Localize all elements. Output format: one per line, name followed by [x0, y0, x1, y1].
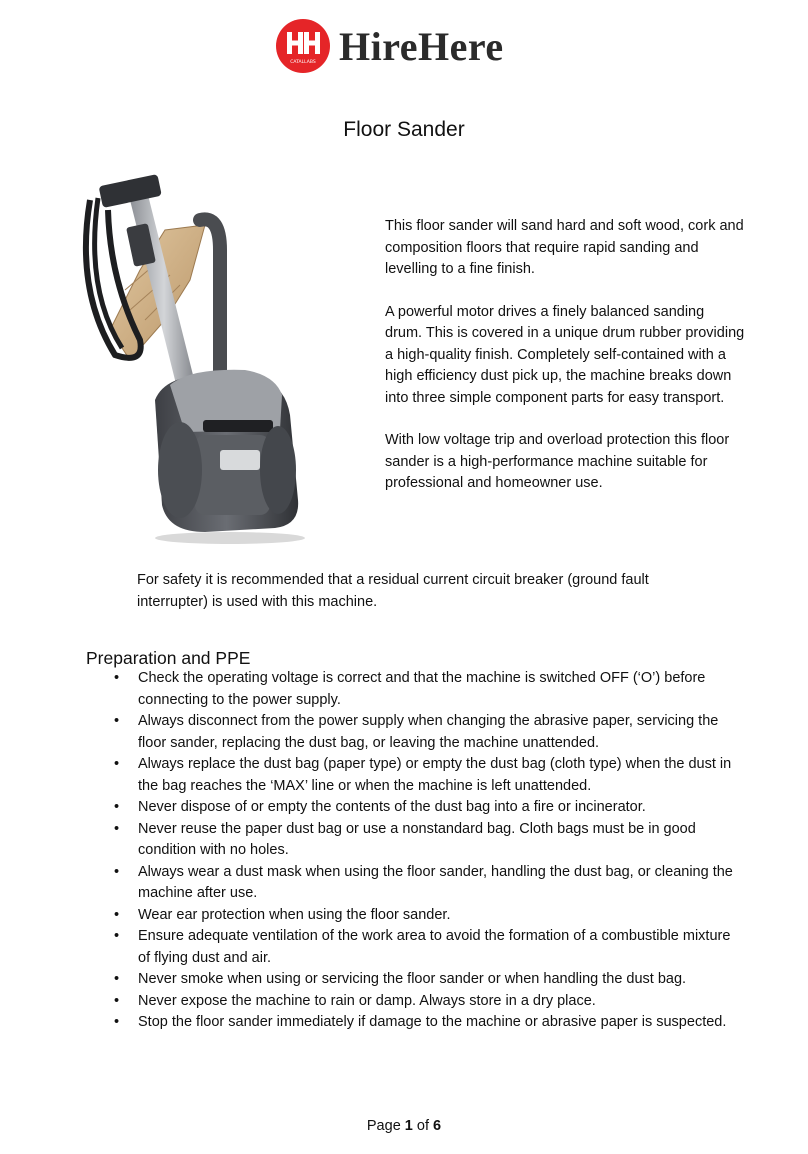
- safety-note: For safety it is recommended that a residual current circuit breaker (ground fault interrupter) is used with this machine.: [137, 572, 649, 610]
- floor-sander-image: [70, 170, 320, 550]
- intro-paragraph: A powerful motor drives a finely balanced sanding drum. This is covered in a unique drum rubber providing a high-quality finish. Completely self-contained with a high efficiency dust pick up, the machine breaks down into three simple component parts for easy transport.: [385, 303, 745, 406]
- bullet-icon: •: [114, 928, 120, 944]
- page-total: 6: [433, 1118, 442, 1134]
- list-item: • Check the operating voltage is correct and that the machine is switched OFF (‘O’) before connecting to the power supply.: [114, 670, 706, 708]
- bullet-icon: •: [114, 1014, 120, 1030]
- bullet-icon: •: [114, 992, 120, 1009]
- page-number: [0, 1118, 808, 1134]
- intro-paragraph: This floor sander will sand hard and soft wood, cork and composition floors that require rapid sanding and levelling to a fine finish.: [385, 218, 744, 277]
- bullet-icon: •: [114, 670, 120, 686]
- list-item: • Never dispose of or empty the contents of the dust bag into a fire or incinerator.: [110, 797, 742, 819]
- bullet-icon: •: [114, 971, 120, 987]
- page-prefix: Page: [366, 1118, 401, 1134]
- bullet-icon: •: [114, 713, 120, 729]
- hirehere-logo-icon: [275, 18, 331, 74]
- logo-tagline: CATALLABS: [290, 60, 316, 65]
- bullet-icon: •: [114, 863, 120, 880]
- preparation-list: [110, 668, 742, 1034]
- list-item: • Always disconnect from the power supply when changing the abrasive paper, servicing the floor sander, replacing the dust bag, or leaving the machine unattended.: [114, 713, 719, 751]
- list-item: • Ensure adequate ventilation of the work area to avoid the formation of a combustible mixture of flying dust and air.: [114, 928, 731, 966]
- list-item: • Never expose the machine to rain or damp. Always store in a dry place.: [110, 991, 742, 1013]
- bullet-icon: •: [114, 906, 120, 923]
- brand-logo: [275, 18, 504, 74]
- bullet-icon: •: [114, 820, 120, 837]
- bullet-icon: •: [114, 756, 120, 772]
- list-item: • Never reuse the paper dust bag or use a nonstandard bag. Cloth bags must be in good condition with no holes.: [114, 820, 696, 858]
- page-current: 1: [404, 1118, 413, 1134]
- brand-name: HireHere: [339, 23, 504, 69]
- intro-paragraph: With low voltage trip and overload protection this floor sander is a high-performance machine suitable for professional and homeowner use.: [385, 432, 730, 491]
- page-of: of: [416, 1118, 429, 1134]
- bullet-icon: •: [114, 799, 120, 815]
- list-item: • Stop the floor sander immediately if damage to the machine or abrasive paper is suspected.: [110, 1012, 742, 1034]
- section-heading-preparation: Preparation and PPE: [86, 648, 251, 668]
- list-item: • Never smoke when using or servicing the floor sander or when handling the dust bag.: [110, 969, 742, 991]
- list-item: • Wear ear protection when using the floor sander.: [110, 905, 742, 927]
- list-item: • Always wear a dust mask when using the floor sander, handling the dust bag, or cleaning the machine after use.: [114, 863, 733, 901]
- list-item: • Always replace the dust bag (paper type) or empty the dust bag (cloth type) when the dust in the bag reaches the ‘MAX’ line or when the machine is left unattended.: [114, 756, 732, 794]
- intro-text: [385, 216, 745, 516]
- page-title: Floor Sander: [343, 118, 465, 141]
